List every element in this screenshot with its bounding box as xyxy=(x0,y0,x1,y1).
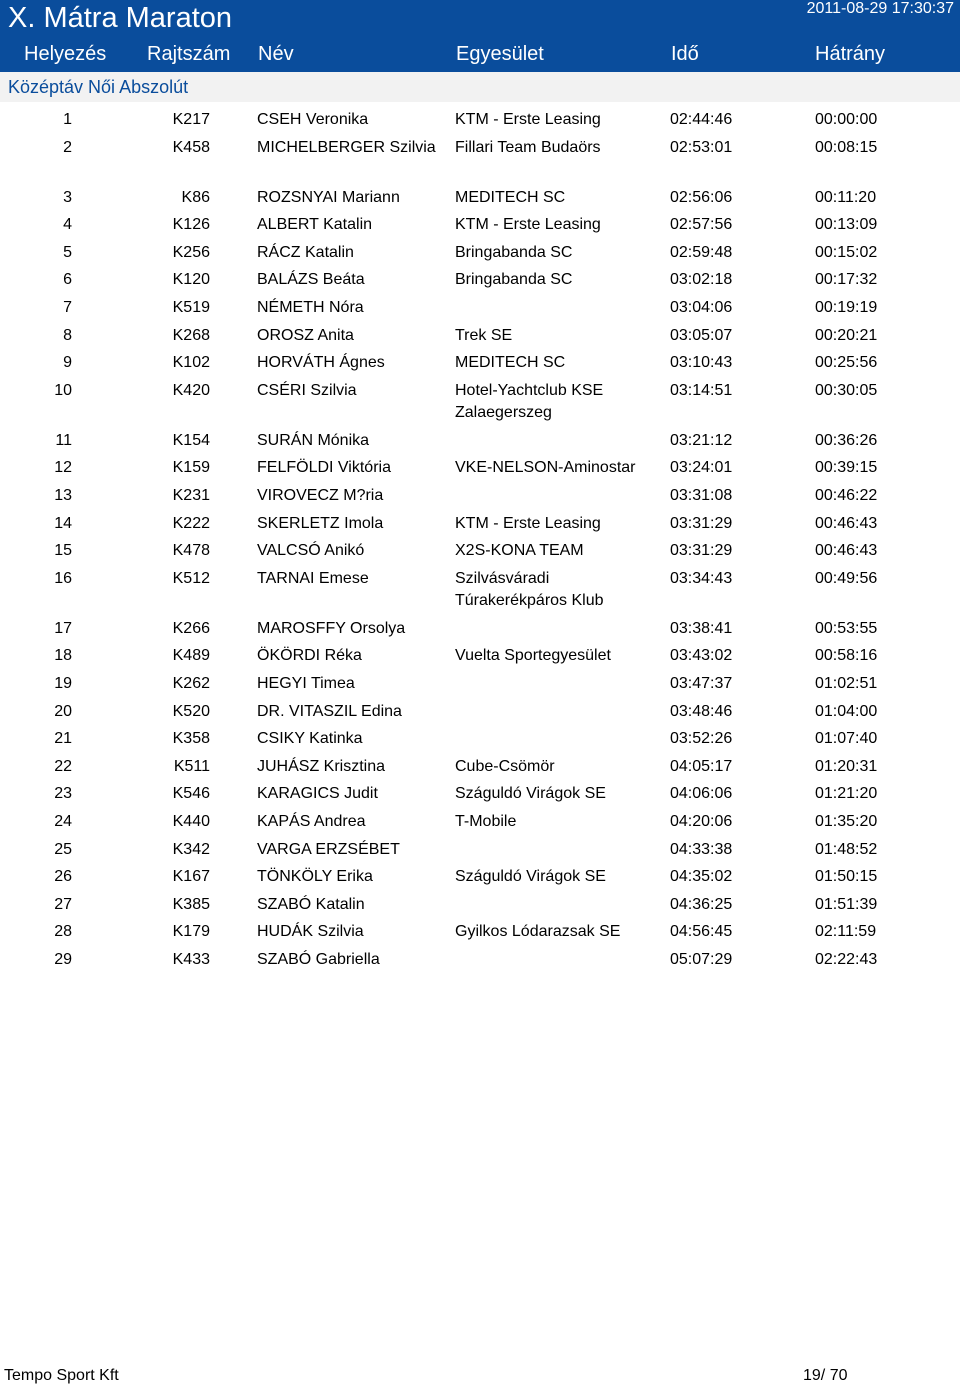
cell-position: 25 xyxy=(54,840,72,858)
cell-name: VIROVECZ M?ria xyxy=(257,487,384,504)
cell-gap: 00:25:56 xyxy=(815,354,878,372)
cell-time: 03:02:18 xyxy=(670,271,733,289)
cell-time: 03:34:43 xyxy=(670,569,733,587)
cell-position: 6 xyxy=(63,271,72,289)
cell-bib-number: K511 xyxy=(173,757,210,775)
cell-name: TÖNKÖLY Erika xyxy=(257,868,373,886)
footer-page-number: 19/ 70 xyxy=(803,1367,848,1384)
cell-bib-number: K519 xyxy=(172,299,210,316)
cell-position: 11 xyxy=(55,431,72,449)
cell-gap: 00:13:09 xyxy=(815,216,878,234)
cell-bib-number: K126 xyxy=(172,216,210,234)
cell-name: VARGA ERZSÉBET xyxy=(257,840,400,858)
cell-bib-number: K440 xyxy=(172,813,210,830)
cell-gap: 00:08:15 xyxy=(815,138,878,156)
cell-name: VALCSÓ Anikó xyxy=(257,542,365,560)
cell-bib-number: K433 xyxy=(172,951,210,968)
page-title: X. Mátra Maraton xyxy=(8,2,233,34)
cell-bib-number: K546 xyxy=(172,785,210,803)
cell-position: 24 xyxy=(54,813,72,830)
cell-gap: 00:15:02 xyxy=(815,243,878,261)
cell-time: 02:57:56 xyxy=(670,216,733,234)
cell-time: 04:35:02 xyxy=(670,868,733,886)
header-bar xyxy=(0,0,960,72)
cell-name: MAROSFFY Orsolya xyxy=(257,619,406,637)
cell-bib-number: K262 xyxy=(172,675,210,692)
cell-position: 10 xyxy=(54,381,72,399)
cell-name: CSIKY Katinka xyxy=(257,730,363,748)
cell-club: Trek SE xyxy=(455,326,513,344)
cell-position: 21 xyxy=(54,730,72,748)
cell-position: 13 xyxy=(54,487,72,504)
column-header-club: Egyesület xyxy=(456,43,544,65)
cell-name: KARAGICS Judit xyxy=(257,785,378,803)
cell-time: 03:48:46 xyxy=(670,702,733,720)
cell-bib-number: K268 xyxy=(172,326,210,344)
cell-time: 03:38:41 xyxy=(670,619,733,637)
cell-name: SZABÓ Gabriella xyxy=(257,951,380,968)
cell-time: 03:31:29 xyxy=(670,514,733,532)
cell-club: Bringabanda SC xyxy=(455,243,573,261)
cell-position: 22 xyxy=(54,757,72,775)
cell-name: CSÉRI Szilvia xyxy=(257,381,357,399)
cell-time: 03:10:43 xyxy=(670,354,733,372)
cell-gap: 00:30:05 xyxy=(815,381,878,399)
cell-gap: 01:35:20 xyxy=(815,813,878,830)
cell-club: Fillari Team Budaörs xyxy=(455,138,601,156)
cell-bib-number: K179 xyxy=(172,923,210,941)
cell-name: FELFÖLDI Viktória xyxy=(257,459,391,477)
cell-time: 03:43:02 xyxy=(670,647,733,665)
cell-gap: 00:46:22 xyxy=(815,487,878,504)
cell-bib-number: K385 xyxy=(172,895,210,913)
cell-club: Cube-Csömör xyxy=(455,757,555,775)
cell-bib-number: K120 xyxy=(172,271,210,289)
cell-club: KTM - Erste Leasing xyxy=(455,216,601,234)
print-datetime: 2011-08-29 17:30:37 xyxy=(806,0,954,17)
category-title: Középtáv Női Abszolút xyxy=(8,77,189,97)
cell-position: 12 xyxy=(54,459,72,477)
cell-gap: 01:50:15 xyxy=(815,868,878,886)
cell-position: 15 xyxy=(54,542,72,560)
cell-name: SZABÓ Katalin xyxy=(257,895,365,913)
cell-time: 04:36:25 xyxy=(670,895,733,913)
cell-name: MICHELBERGER Szilvia xyxy=(257,138,436,156)
cell-time: 03:47:37 xyxy=(670,675,733,692)
cell-bib-number: K266 xyxy=(172,619,210,637)
cell-gap: 00:46:43 xyxy=(815,542,878,560)
column-header-time: Idő xyxy=(671,43,699,65)
cell-name: RÁCZ Katalin xyxy=(257,243,354,261)
cell-bib-number: K231 xyxy=(172,487,210,504)
cell-name: NÉMETH Nóra xyxy=(257,299,364,316)
cell-position: 5 xyxy=(63,243,72,261)
cell-bib-number: K86 xyxy=(181,188,210,206)
cell-gap: 00:49:56 xyxy=(815,569,878,587)
cell-position: 28 xyxy=(54,923,72,941)
cell-gap: 02:11:59 xyxy=(815,923,877,941)
cell-name: JUHÁSZ Krisztina xyxy=(257,757,386,775)
cell-name: KAPÁS Andrea xyxy=(257,813,366,830)
cell-position: 2 xyxy=(63,138,72,156)
cell-gap: 00:19:19 xyxy=(815,299,878,316)
cell-gap: 00:20:21 xyxy=(815,326,878,344)
cell-gap: 00:46:43 xyxy=(815,514,878,532)
cell-club: Száguldó Virágok SE xyxy=(455,785,606,803)
cell-position: 23 xyxy=(54,785,72,803)
cell-bib-number: K222 xyxy=(172,514,210,532)
cell-position: 16 xyxy=(54,569,72,587)
cell-club: Száguldó Virágok SE xyxy=(455,868,606,886)
cell-bib-number: K256 xyxy=(172,243,210,261)
cell-gap: 01:20:31 xyxy=(815,757,878,775)
cell-club: KTM - Erste Leasing xyxy=(455,111,601,128)
cell-club: Szilvásváradi Túrakerékpáros Klub xyxy=(455,569,604,609)
cell-time: 03:21:12 xyxy=(670,431,733,449)
cell-time: 04:06:06 xyxy=(670,785,733,803)
column-header-bib: Rajtszám xyxy=(147,43,231,65)
cell-position: 3 xyxy=(63,188,72,206)
cell-club: Gyilkos Lódarazsak SE xyxy=(455,923,621,941)
cell-name: ALBERT Katalin xyxy=(257,216,373,234)
cell-time: 03:31:29 xyxy=(670,542,733,560)
category-bar xyxy=(0,72,960,102)
cell-time: 02:44:46 xyxy=(670,111,733,128)
cell-time: 04:56:45 xyxy=(670,923,733,941)
cell-position: 9 xyxy=(63,354,72,372)
cell-bib-number: K358 xyxy=(172,730,210,748)
cell-bib-number: K217 xyxy=(172,111,210,128)
cell-position: 14 xyxy=(54,514,72,532)
cell-time: 02:53:01 xyxy=(670,138,733,156)
cell-bib-number: K420 xyxy=(172,381,210,399)
cell-position: 19 xyxy=(54,675,72,692)
cell-bib-number: K102 xyxy=(172,354,210,372)
cell-bib-number: K167 xyxy=(172,868,210,886)
cell-club: T-Mobile xyxy=(455,813,517,830)
cell-bib-number: K512 xyxy=(172,569,210,587)
cell-name: ROZSNYAI Mariann xyxy=(257,188,400,206)
cell-time: 04:33:38 xyxy=(670,840,733,858)
cell-name: SKERLETZ Imola xyxy=(257,514,384,532)
cell-gap: 00:17:32 xyxy=(815,271,878,289)
cell-position: 4 xyxy=(63,216,72,234)
column-header-pos: Helyezés xyxy=(24,43,107,65)
cell-gap: 00:53:55 xyxy=(815,619,878,637)
cell-time: 03:24:01 xyxy=(670,459,733,477)
cell-time: 03:04:06 xyxy=(670,299,733,316)
cell-time: 04:20:06 xyxy=(670,813,733,830)
cell-gap: 01:07:40 xyxy=(815,730,878,748)
cell-position: 1 xyxy=(63,111,72,128)
cell-position: 27 xyxy=(54,895,72,913)
cell-club: Bringabanda SC xyxy=(455,271,573,289)
cell-name: BALÁZS Beáta xyxy=(257,271,365,289)
cell-bib-number: K159 xyxy=(172,459,210,477)
cell-gap: 00:58:16 xyxy=(815,647,878,665)
column-header-gap: Hátrány xyxy=(815,43,886,65)
cell-time: 03:14:51 xyxy=(670,381,733,399)
cell-name: HORVÁTH Ágnes xyxy=(257,354,385,372)
cell-gap: 00:00:00 xyxy=(815,111,878,128)
cell-club: KTM - Erste Leasing xyxy=(455,514,601,532)
cell-bib-number: K520 xyxy=(172,702,210,720)
cell-gap: 00:11:20 xyxy=(815,188,877,206)
cell-time: 03:52:26 xyxy=(670,730,733,748)
cell-bib-number: K478 xyxy=(172,542,210,560)
cell-gap: 01:48:52 xyxy=(815,840,878,858)
cell-gap: 00:39:15 xyxy=(815,459,878,477)
cell-club: X2S-KONA TEAM xyxy=(455,542,584,560)
cell-position: 26 xyxy=(54,868,72,886)
cell-gap: 01:51:39 xyxy=(815,895,878,913)
cell-time: 02:59:48 xyxy=(670,243,733,261)
cell-club: MEDITECH SC xyxy=(455,354,566,372)
cell-club: Hotel-Yachtclub KSE Zalaegerszeg xyxy=(455,381,604,421)
cell-time: 02:56:06 xyxy=(670,188,733,206)
cell-time: 05:07:29 xyxy=(670,951,733,968)
cell-name: CSEH Veronika xyxy=(257,111,369,128)
cell-time: 03:05:07 xyxy=(670,326,733,344)
cell-position: 20 xyxy=(54,702,72,720)
column-header-name: Név xyxy=(258,43,294,65)
cell-club: Vuelta Sportegyesület xyxy=(455,647,611,665)
cell-bib-number: K342 xyxy=(172,840,210,858)
cell-bib-number: K154 xyxy=(172,431,210,449)
cell-time: 03:31:08 xyxy=(670,487,733,504)
cell-gap: 02:22:43 xyxy=(815,951,878,968)
cell-bib-number: K458 xyxy=(172,138,210,156)
cell-gap: 00:36:26 xyxy=(815,431,878,449)
cell-gap: 01:21:20 xyxy=(815,785,878,803)
cell-name: ÖKÖRDI Réka xyxy=(257,647,362,665)
cell-name: OROSZ Anita xyxy=(257,326,354,344)
cell-gap: 01:02:51 xyxy=(815,675,878,692)
cell-gap: 01:04:00 xyxy=(815,702,878,720)
cell-name: HEGYI Timea xyxy=(257,675,355,692)
cell-bib-number: K489 xyxy=(172,647,210,665)
cell-club: MEDITECH SC xyxy=(455,188,566,206)
cell-name: DR. VITASZIL Edina xyxy=(257,702,402,720)
cell-club: VKE-NELSON-Aminostar xyxy=(455,459,636,477)
cell-position: 7 xyxy=(63,299,72,316)
cell-time: 04:05:17 xyxy=(670,757,733,775)
cell-name: HUDÁK Szilvia xyxy=(257,923,364,941)
cell-name: TARNAI Emese xyxy=(257,569,369,587)
cell-position: 8 xyxy=(63,326,72,344)
footer-company: Tempo Sport Kft xyxy=(4,1367,119,1384)
cell-name: SURÁN Mónika xyxy=(257,431,370,449)
cell-position: 17 xyxy=(54,619,72,637)
cell-position: 29 xyxy=(54,951,72,968)
cell-position: 18 xyxy=(54,647,72,665)
